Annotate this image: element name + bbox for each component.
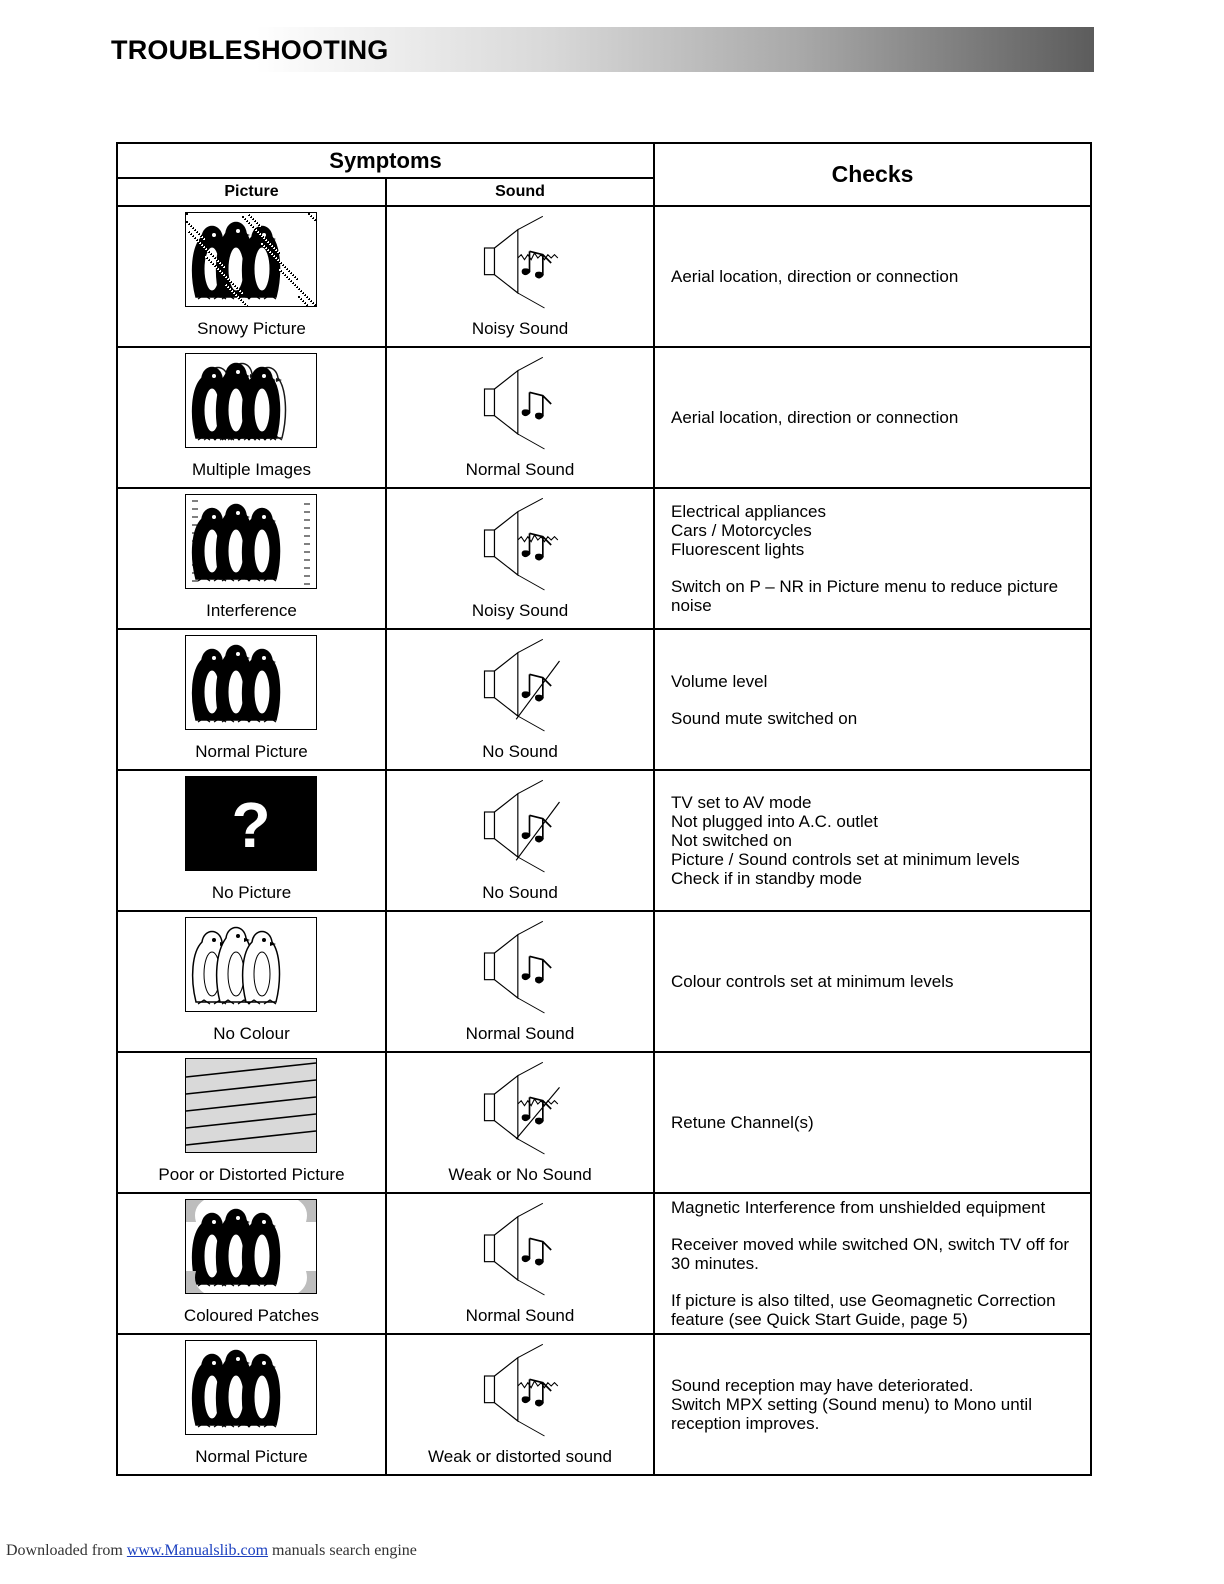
sound-cell	[386, 911, 654, 1052]
picture-cell	[117, 1052, 386, 1193]
picture-symptom-label: No Colour	[213, 1024, 290, 1043]
checks-cell	[654, 770, 1091, 911]
table-row	[117, 347, 1091, 488]
no-colour-picture-icon	[185, 917, 317, 1012]
table-row	[117, 629, 1091, 770]
no-sound-icon	[467, 636, 577, 736]
sound-symptom-label: Noisy Sound	[471, 319, 569, 338]
check-text: Magnetic Interference from unshielded equipment	[671, 1198, 1046, 1217]
sound-cell	[386, 1334, 654, 1475]
footer	[6, 1542, 417, 1560]
normal-sound-icon	[467, 354, 577, 454]
manualslib-link[interactable]: www.Manualslib.com	[126, 1542, 269, 1559]
header-banner	[108, 27, 1094, 72]
check-text: Electrical appliances Cars / Motorcycles Fluorescent lights	[671, 502, 826, 559]
noisy-sound-icon	[467, 495, 577, 595]
symptoms-header: Symptoms	[117, 143, 654, 178]
checks-cell	[654, 1052, 1091, 1193]
check-text: Retune Channel(s)	[671, 1113, 814, 1132]
sound-symptom-label: Normal Sound	[465, 1024, 575, 1043]
picture-symptom-label: Coloured Patches	[183, 1306, 320, 1325]
picture-cell	[117, 629, 386, 770]
footer-suffix: manuals search engine	[272, 1542, 417, 1559]
picture-symptom-label: Normal Picture	[195, 1447, 308, 1466]
snowy-picture-icon	[185, 212, 317, 307]
interference-picture-icon	[185, 494, 317, 589]
picture-cell	[117, 488, 386, 629]
picture-cell	[117, 1334, 386, 1475]
normal-sound-icon	[467, 918, 577, 1018]
checks-header: Checks	[654, 143, 1091, 206]
coloured-patches-icon	[185, 1199, 317, 1294]
troubleshooting-table	[116, 142, 1092, 1476]
checks-cell	[654, 347, 1091, 488]
checks-cell	[654, 1334, 1091, 1475]
page-title: TROUBLESHOOTING	[111, 35, 389, 65]
sound-symptom-label: Weak or distorted sound	[428, 1447, 612, 1466]
sound-symptom-label: Weak or No Sound	[448, 1165, 592, 1184]
sound-cell	[386, 206, 654, 347]
check-text: Colour controls set at minimum levels	[671, 972, 954, 991]
check-text: If picture is also tilted, use Geomagnetic Correction feature (see Quick Start Guide, page 5)	[671, 1291, 1056, 1329]
sound-cell	[386, 1193, 654, 1334]
checks-cell	[654, 911, 1091, 1052]
sound-symptom-label: No Sound	[482, 883, 558, 902]
weak-sound-icon	[467, 1059, 577, 1159]
table-row	[117, 770, 1091, 911]
check-text: Volume level	[671, 671, 768, 691]
sound-symptom-label: Normal Sound	[465, 1306, 575, 1325]
sound-symptom-label: Normal Sound	[465, 460, 575, 479]
checks-cell	[654, 629, 1091, 770]
check-text: Switch on P – NR in Picture menu to reduce picture noise	[671, 577, 1059, 615]
checks-cell	[654, 488, 1091, 629]
check-text: TV set to AV mode Not plugged into A.C. outlet Not switched on Picture / Sound controls set at minimum levels Check if in standby mode	[671, 793, 1020, 888]
table-row	[117, 488, 1091, 629]
sound-header: Sound	[386, 178, 654, 206]
picture-cell	[117, 1193, 386, 1334]
picture-cell	[117, 206, 386, 347]
picture-header: Picture	[117, 178, 386, 206]
picture-symptom-label: Normal Picture	[195, 742, 308, 761]
sound-cell	[386, 1052, 654, 1193]
sound-cell	[386, 347, 654, 488]
no-sound-icon	[467, 777, 577, 877]
distorted-picture-icon	[185, 1058, 317, 1153]
check-text: Sound mute switched on	[671, 708, 858, 728]
sound-cell	[386, 629, 654, 770]
footer-prefix: Downloaded from	[6, 1542, 123, 1559]
normal-picture-icon	[185, 635, 317, 730]
check-text: Aerial location, direction or connection	[671, 267, 959, 286]
picture-symptom-label: No Picture	[211, 883, 292, 902]
table-row	[117, 1193, 1091, 1334]
check-text: Sound reception may have deteriorated. Switch MPX setting (Sound menu) to Mono until reception improves.	[671, 1376, 1032, 1433]
multiple-images-icon	[185, 353, 317, 448]
table-row	[117, 911, 1091, 1052]
picture-cell	[117, 770, 386, 911]
checks-cell	[654, 1193, 1091, 1334]
table-row	[117, 1052, 1091, 1193]
picture-symptom-label: Poor or Distorted Picture	[158, 1165, 345, 1184]
picture-cell	[117, 911, 386, 1052]
sound-symptom-label: No Sound	[482, 742, 558, 761]
normal-picture-icon	[185, 1340, 317, 1435]
table-row	[117, 206, 1091, 347]
no-picture-icon	[185, 776, 317, 871]
distorted-sound-icon	[467, 1341, 577, 1441]
normal-sound-icon	[467, 1200, 577, 1300]
sound-cell	[386, 488, 654, 629]
svg-text:?: ?	[231, 789, 271, 861]
check-text: Receiver moved while switched ON, switch TV off for 30 minutes.	[671, 1235, 1070, 1273]
noisy-sound-icon	[467, 213, 577, 313]
check-text: Aerial location, direction or connection	[671, 408, 959, 427]
sound-symptom-label: Noisy Sound	[471, 601, 569, 620]
checks-cell	[654, 206, 1091, 347]
picture-symptom-label: Multiple Images	[191, 460, 312, 479]
picture-cell	[117, 347, 386, 488]
picture-symptom-label: Snowy Picture	[197, 319, 306, 338]
table-row	[117, 1334, 1091, 1475]
picture-symptom-label: Interference	[206, 601, 297, 620]
sound-cell	[386, 770, 654, 911]
